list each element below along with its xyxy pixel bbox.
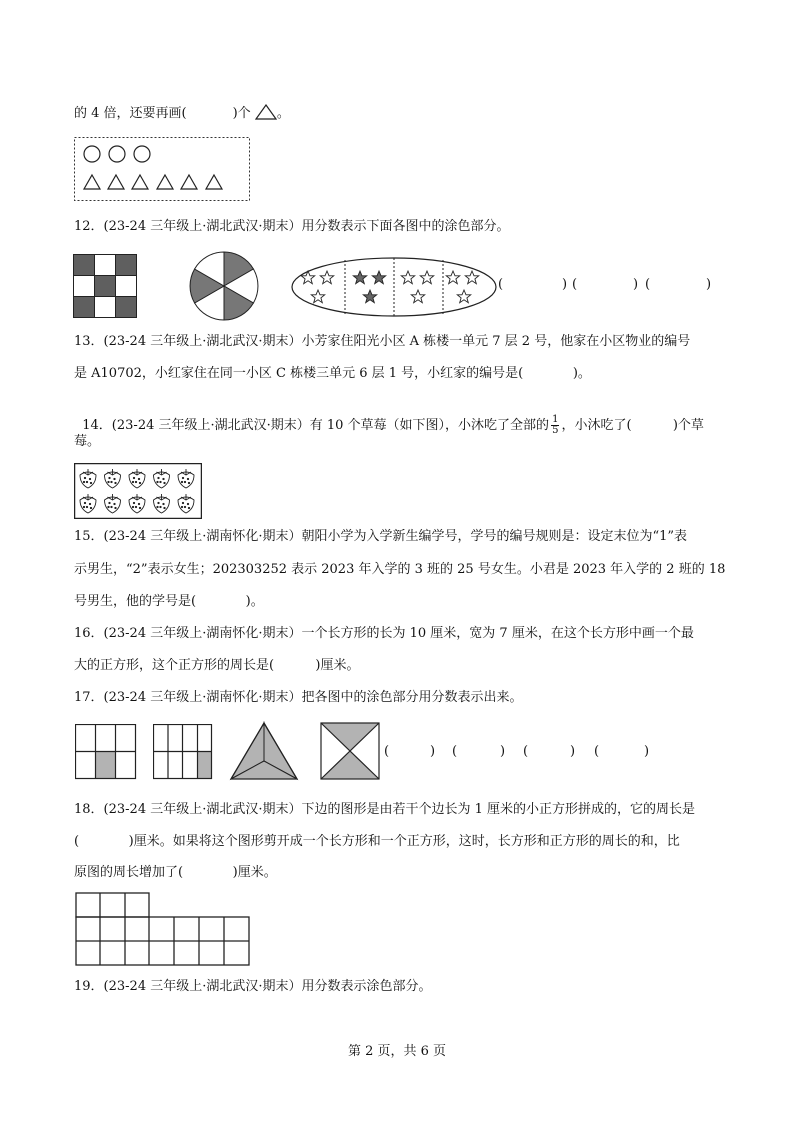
q14-line-2: 莓。 [74, 434, 101, 449]
q17-answer-open-3[interactable]: ( [523, 744, 529, 759]
q18-line-1: 18．(23-24 三年级上·湖北武汉·期末）下边的图形是由若干个边长为 1 厘米的小正方形拼成的，它的周长是 [74, 802, 696, 817]
q16-line-1: 16．(23-24 三年级上·湖南怀化·期末）一个长方形的长为 10 厘米，宽为 7 厘米，在这个长方形中画一个最 [74, 626, 694, 641]
q12-answer-open-1[interactable]: ( [498, 277, 504, 292]
q11-text-after: )个 [232, 106, 251, 121]
triangle-shape [84, 175, 100, 189]
q17-answer-open-4[interactable]: ( [594, 744, 600, 759]
q12-text: 12．(23-24 三年级上·湖北武汉·期末）用分数表示下面各图中的涂色部分。 [74, 219, 510, 234]
q14-strawberry-box [74, 463, 202, 519]
triangle-shape [206, 175, 222, 189]
triangle-shape [157, 175, 173, 189]
strawberry-icon [178, 469, 194, 488]
q11-tail-end: 。 [276, 106, 290, 121]
q15-line-2: 示男生，“2”表示女生；202303252 表示 2023 年入学的 3 班的 25 号女生。小君是 2023 年入学的 2 班的 18 [74, 562, 726, 577]
circle-shape [84, 146, 100, 162]
q12-answer-open-2[interactable]: ( [572, 277, 578, 292]
q18-square-figure [75, 892, 251, 966]
page-footer: 第 2 页，共 6 页 [347, 1044, 447, 1059]
q11-shapes-box [74, 137, 250, 201]
q15-line-3: 号男生，他的学号是( )。 [74, 594, 264, 609]
q17-grid-8 [153, 724, 213, 780]
strawberry-icon [129, 494, 145, 513]
triangle-shape [132, 175, 148, 189]
q12-answer-close-1: ) [562, 277, 568, 292]
circle-shape [134, 146, 150, 162]
strawberry-icon [129, 469, 145, 488]
q14-text-post: ，小沐吃了( )个草 [561, 418, 704, 433]
q18-line-2: ( )厘米。如果将这个图形剪开成一个长方形和一个正方形，这时，长方形和正方形的周长的和，比 [74, 834, 680, 849]
strawberry-icon [80, 494, 96, 513]
circle-shape [109, 146, 125, 162]
q14-line-1 [74, 399, 704, 436]
q13-line-1: 13．(23-24 三年级上·湖北武汉·期末）小芳家住阳光小区 A 栋楼一单元 7 层 2 号，他家在小区物业的编号 [74, 334, 691, 349]
q12-checker-grid [73, 254, 137, 318]
strawberry-icon [105, 494, 121, 513]
q14-frac-den: 5 [552, 425, 559, 436]
q17-answer-close-4: ) [644, 744, 650, 759]
q17-triangle [229, 721, 299, 781]
q15-line-1: 15．(23-24 三年级上·湖南怀化·期末）朝阳小学为入学新生编学号，学号的编号规则是：设定末位为“1”表 [74, 529, 688, 544]
q12-answer-open-3[interactable]: ( [645, 277, 651, 292]
q12-pie-circle [187, 250, 261, 322]
q12-star-ellipse [290, 256, 498, 318]
q17-answer-close-3: ) [570, 744, 576, 759]
q12-answer-close-3: ) [706, 277, 712, 292]
strawberry-icon [154, 469, 170, 488]
strawberry-icon [80, 469, 96, 488]
q17-answer-open-2[interactable]: ( [452, 744, 458, 759]
q17-grid-6 [75, 724, 137, 780]
triangle-shape [108, 175, 124, 189]
strawberry-icon [105, 469, 121, 488]
q11-blank[interactable] [187, 106, 233, 122]
strawberry-icon [154, 494, 170, 513]
q11-tail-line [74, 104, 290, 122]
strawberry-icon [178, 494, 194, 513]
q17-answer-open-1[interactable]: ( [384, 744, 390, 759]
q14-text-pre: 14．(23-24 三年级上·湖北武汉·期末）有 10 个草莓（如下图），小沐吃了全部的 [82, 418, 550, 433]
q19-text: 19．(23-24 三年级上·湖北武汉·期末）用分数表示涂色部分。 [74, 979, 432, 994]
q17-text: 17．(23-24 三年级上·湖南怀化·期末）把各图中的涂色部分用分数表示出来。 [74, 690, 523, 705]
q14-fraction [551, 415, 559, 436]
q18-line-3: 原图的周长增加了( )厘米。 [74, 865, 277, 880]
triangle-shape [181, 175, 197, 189]
q11-text-before: 的 4 倍，还要再画( [74, 106, 187, 121]
triangle-icon [255, 104, 277, 120]
q14-frac-num: 1 [552, 414, 559, 425]
q17-answer-close-2: ) [500, 744, 506, 759]
q12-answer-close-2: ) [633, 277, 639, 292]
q17-square-x [320, 722, 380, 780]
q13-line-2: 是 A10702，小红家住在同一小区 C 栋楼三单元 6 层 1 号，小红家的编号是( )。 [74, 366, 591, 381]
q17-answer-close-1: ) [430, 744, 436, 759]
q16-line-2: 大的正方形，这个正方形的周长是( )厘米。 [74, 658, 360, 673]
